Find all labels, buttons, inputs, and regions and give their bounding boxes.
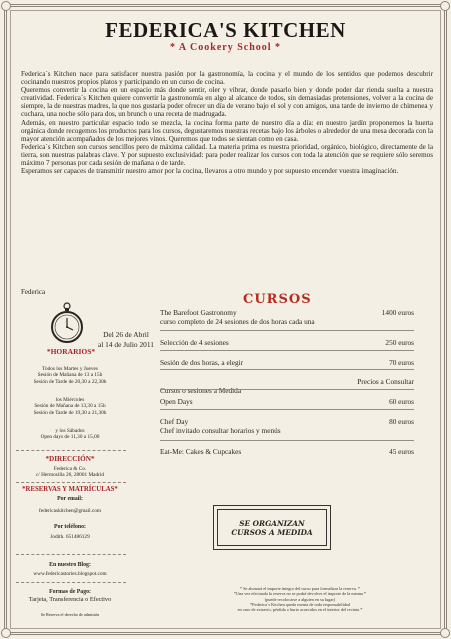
course-item: [160, 448, 414, 457]
address-line: Federica & Co.: [53, 466, 87, 472]
schedule-line: Sesión de Mañana de 13,30 a 15h: [34, 403, 106, 410]
course-item: [160, 309, 414, 326]
course-item: [160, 339, 414, 348]
course-price: 80 euros: [389, 417, 414, 426]
divider: [16, 554, 126, 555]
intro-paragraph: Además, en nuestro particular espacio todo se mezcla, la cocina forma parte de nuestro día a día: en nuestro jardín proponemos la huerta orgánica donde recogemos los productos para los cursos, degustaremos nuestras recetas bajo los árboles o alrededor de una mesa decorada con la mayor atención acompañados de los mejores vinos. Queremos que todos se sientan como en casa.: [21, 118, 433, 143]
schedule-line: Todos los Martes y Jueves: [42, 366, 98, 372]
course-divider: [160, 440, 414, 441]
intro-paragraph: Federica´s Kitchen nace para satisfacer nuestra pasión por la gastronomía, la cocina y el mundo de los sentidos que podemos descubrir cocinando nuestros propios platos y participando en un curso de cocina.: [21, 70, 433, 87]
pocket-watch-icon: [50, 302, 84, 344]
box-line: CURSOS A MEDIDA: [231, 527, 313, 537]
footnote: en caso de extravío, pérdida o hurto acaecidos en el interior del recinto.*: [237, 607, 363, 613]
course-price: 250 euros: [385, 338, 414, 347]
course-divider: [160, 369, 414, 370]
course-item: [160, 359, 414, 368]
corner-ornament: [440, 628, 450, 638]
corner-ornament: [440, 1, 450, 11]
schedule-block: [16, 428, 124, 441]
phone-label: Por teléfono:: [54, 524, 86, 530]
page-subtitle: * A Cookery School *: [169, 42, 282, 53]
course-price: 60 euros: [389, 397, 414, 406]
page-title: FEDERICA'S KITCHEN: [105, 18, 346, 42]
course-item: [160, 378, 414, 395]
date-start: Del 26 de Abril: [103, 330, 149, 339]
address-block: [16, 466, 124, 479]
course-divider: [160, 330, 414, 331]
footnote: *Una vez efectuada la reserva no se podrá devolver el importe de la misma *: [233, 591, 367, 597]
course-name: The Barefoot Gastronomy: [160, 308, 237, 317]
email-link[interactable]: federicaskitchen@gmail.com: [38, 508, 102, 514]
course-name: Chef Day: [160, 417, 189, 426]
divider: [16, 482, 126, 483]
schedule-line: los Miércoles: [55, 397, 85, 403]
schedule-block: [16, 397, 124, 416]
cursos-title: CURSOS: [243, 292, 312, 307]
phone-number: Jodith. 651486129: [50, 534, 90, 540]
blog-link[interactable]: www.federicastories.blogspot.com: [33, 571, 107, 577]
course-item: [160, 418, 414, 435]
email-label: Por email:: [57, 496, 83, 502]
course-name: Sesión de dos horas, a elegir: [160, 358, 244, 367]
course-price: 1400 euros: [381, 308, 414, 317]
course-name: Cursos o sesiones a Medida: [160, 385, 242, 395]
schedule-line: Sesión de Mañana de 13 a 15h: [37, 372, 103, 379]
footnote: * Se abonará el importe íntegro del curso para formalizar la reserva. *: [239, 586, 361, 591]
footnotes: [210, 586, 390, 612]
schedule-block: [16, 366, 124, 385]
course-divider: [160, 389, 414, 390]
footnote: (puede recolocarse a alguien en su lugar): [264, 596, 336, 602]
intro-paragraph: Queremos convertir la cocina en un espacio más donde sentir, oler y vibrar, donde pasarlo bien y donde poder dar rienda suelta a nuestra creatividad. Federica´s Kitchen quiere convertir la gastronomía en algo al alcance de todos, sin demasiadas pretensiones, volver a la cocina de siempre, la de nuestras madres, la que nos gustaría poder ofrecer un día de verano bajo el sol y con amigos, una tarde de invierno de chimenea y cuchara, una noche sólo para dos, un brunch o una receta de madrugada.: [21, 86, 433, 119]
course-price: 45 euros: [389, 447, 414, 456]
corner-ornament: [1, 1, 11, 11]
course-description: curso completo de 24 sesiones de dos horas cada una: [160, 316, 315, 326]
schedule-line: Sesión de Tarde de 20,30 a 22,30h: [33, 378, 107, 385]
custom-courses-box: [213, 505, 331, 550]
payment-methods: Tarjeta, Transferencia o Efectivo: [28, 596, 112, 603]
schedule-line: y los Sábados: [55, 428, 85, 434]
payment-label: Formas de Pago:: [49, 589, 91, 595]
course-price: Precios a Consultar: [357, 377, 414, 386]
course-divider: [160, 409, 414, 410]
box-line: SE ORGANIZAN: [239, 518, 305, 528]
course-name: Eat-Me: Cakes & Cupcakes: [160, 447, 242, 456]
course-divider: [160, 350, 414, 351]
intro-paragraph: Esperamos ser capaces de transmitir nuestro amor por la cocina, llevaros a otro mundo y por supuesto encender vuestra imaginación.: [21, 167, 399, 176]
divider: [16, 450, 126, 451]
direccion-title: *DIRECCIÓN*: [45, 455, 95, 463]
horarios-dates: [92, 330, 160, 350]
admission-note: Se Reserva el derecho de admisión: [40, 612, 100, 617]
schedule-line: Open days de 11,30 a 15,00: [40, 434, 100, 441]
course-name: Selección de 4 sesiones: [160, 338, 229, 347]
signature: Federica: [21, 288, 46, 296]
custom-courses-inner: [217, 509, 327, 546]
corner-ornament: [1, 628, 11, 638]
schedule-line: Sesión de Tarde de 19,30 a 21,30h: [33, 409, 107, 416]
intro-text: [21, 70, 433, 175]
course-description: Chef invitado consultar horarios y menús: [160, 425, 281, 435]
blog-label: En nuestro Blog:: [49, 562, 91, 568]
date-end: al 14 de Julio 2011: [98, 340, 154, 349]
address-line: c/ Hermosilla 26, 28001 Madrid: [35, 472, 105, 479]
divider: [16, 582, 126, 583]
course-price: 70 euros: [389, 358, 414, 367]
intro-paragraph: Federica´s Kitchen son cursos sencillos pero de máxima calidad. La materia prima es nuestra prioridad, orgánico, biológico, directamente de la tierra, son nuestras palabras clave. Y por supuesto exclusividad: para poder realizar los cursos con toda la atención que se requiere sólo seremos máximo 7 personas por cada sesión de mañana o de tarde.: [21, 142, 433, 168]
reservas-title: *RESERVAS Y MATRÍCULAS*: [22, 486, 118, 493]
course-item: [160, 398, 414, 407]
horarios-title: *HORARIOS*: [46, 347, 96, 356]
course-name: Open Days: [160, 397, 193, 406]
footnote: *Federica´s Kitchen queda exenta de toda responsabilidad: [250, 601, 350, 607]
